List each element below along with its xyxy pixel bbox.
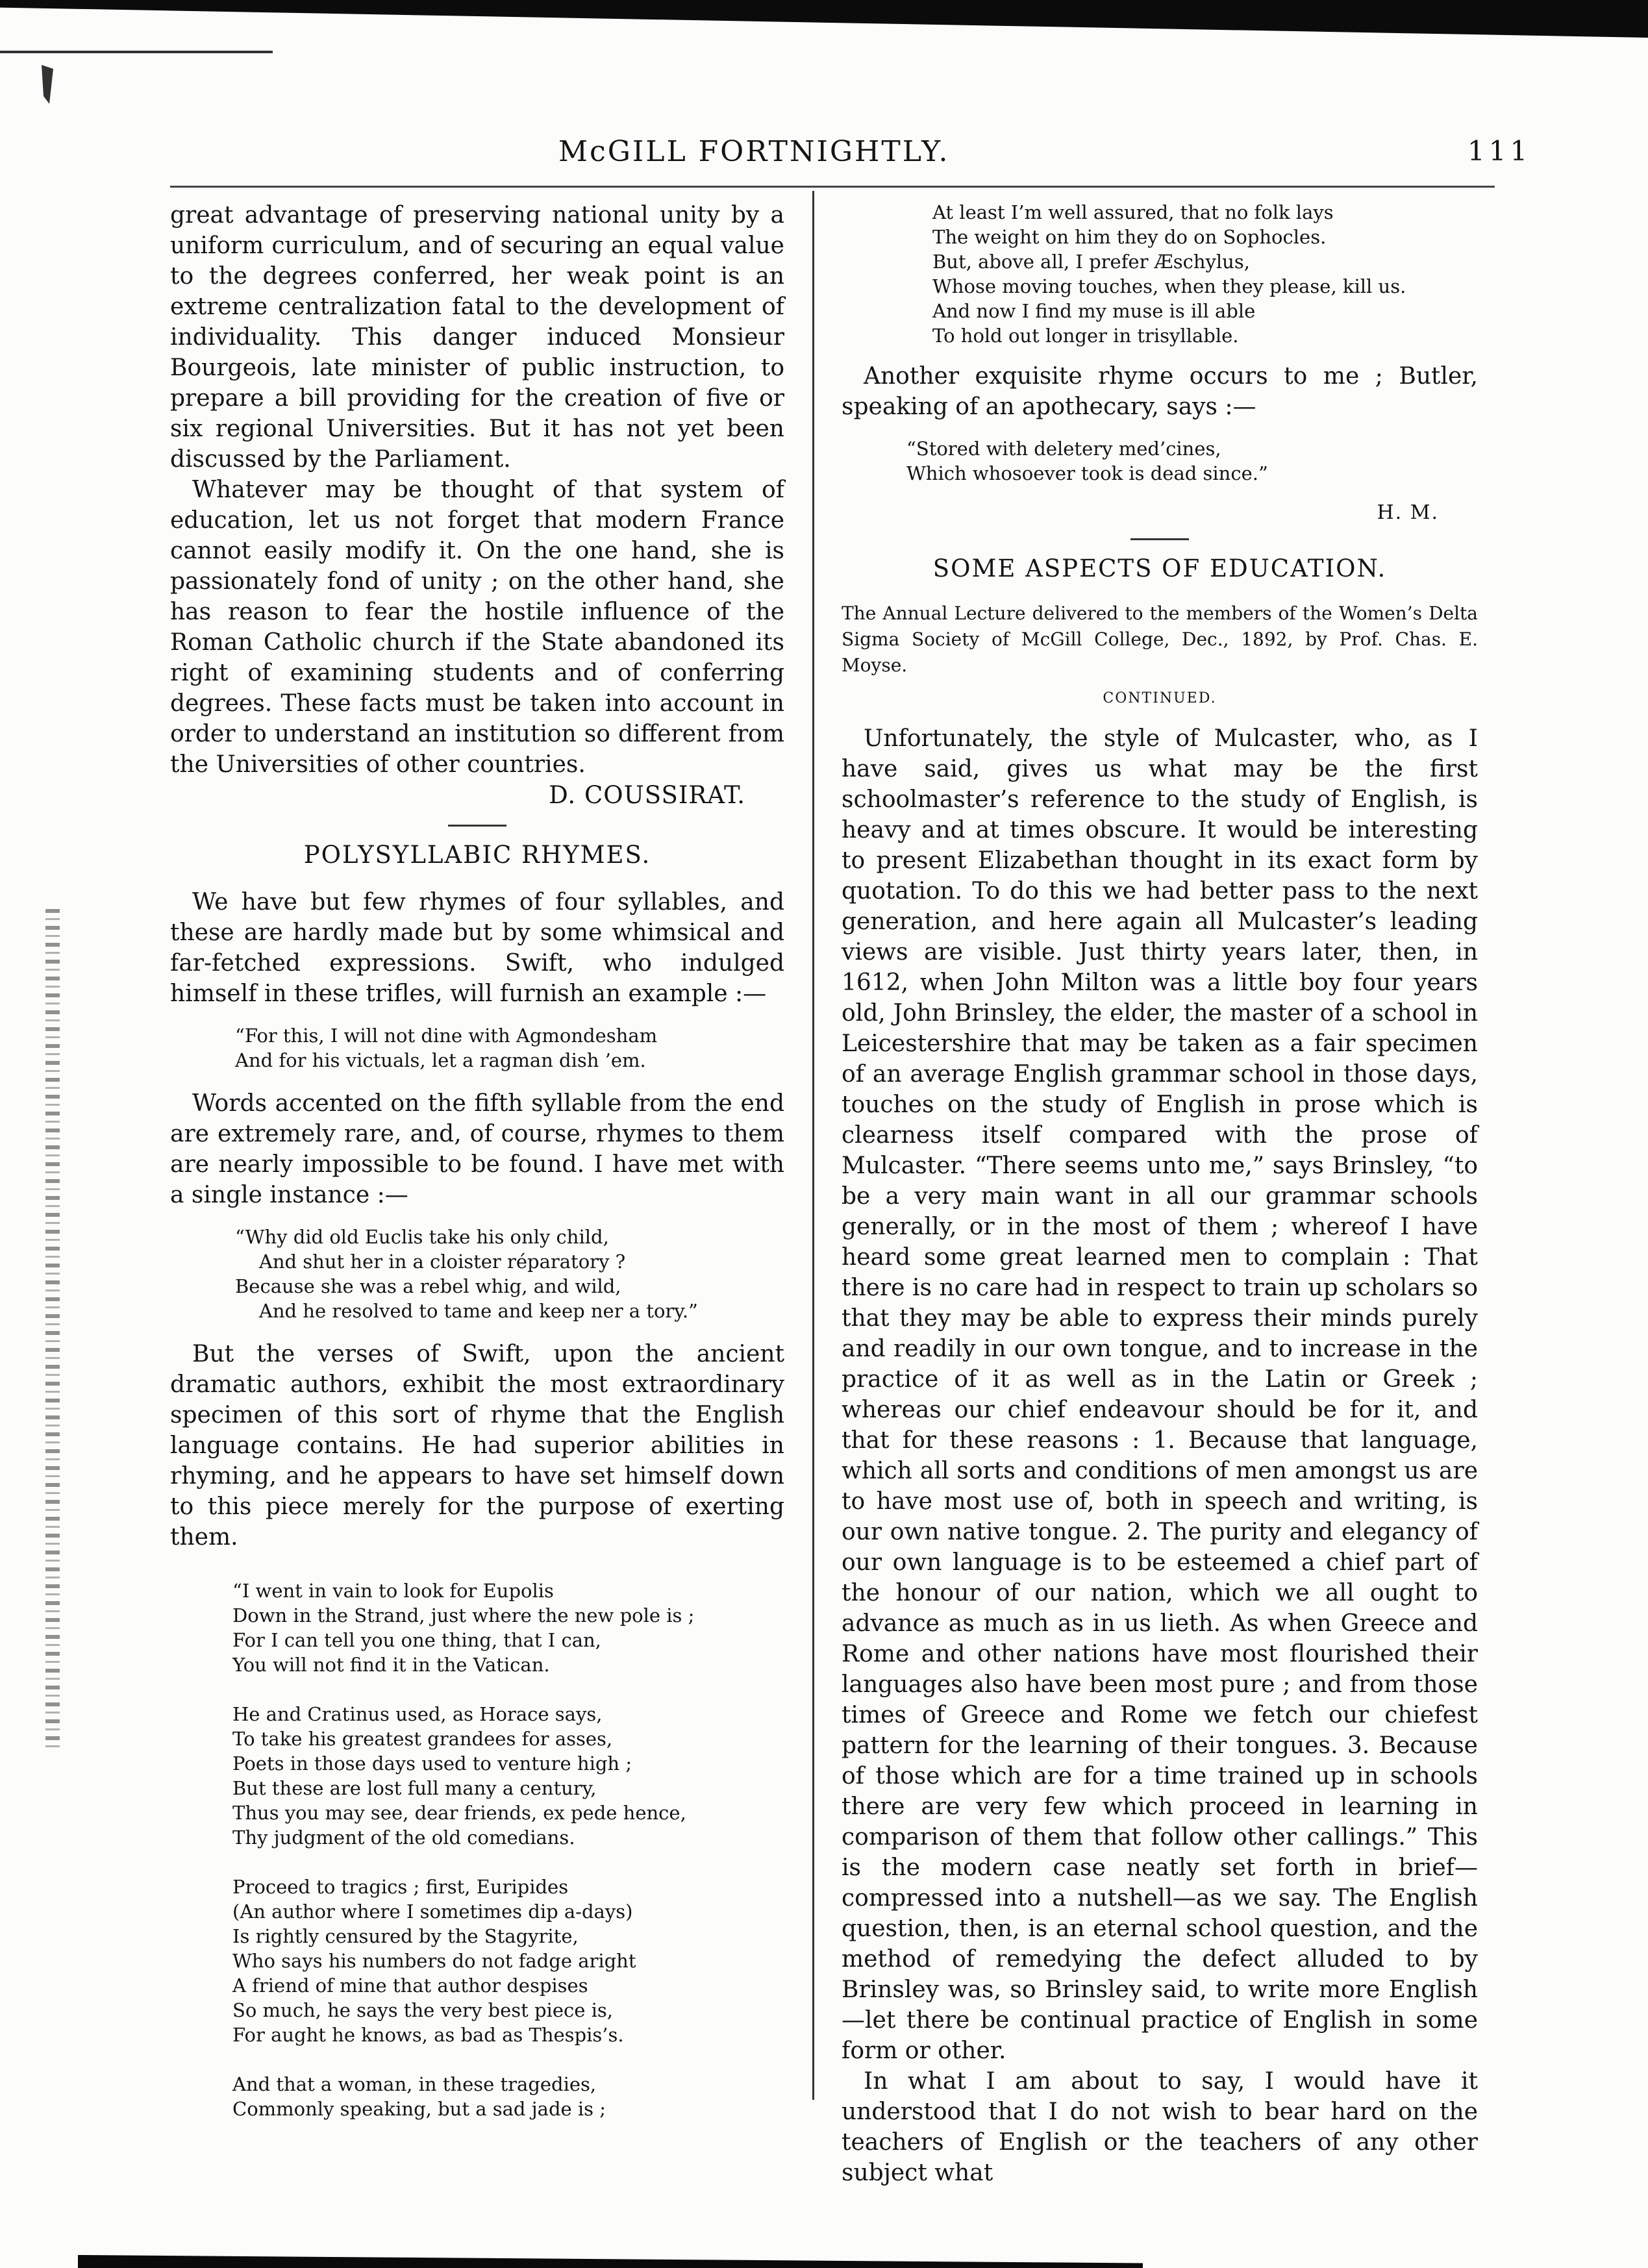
column-rule (812, 191, 814, 2100)
scan-edge-top (0, 0, 1648, 38)
section-title: SOME ASPECTS OF EDUCATION. (932, 555, 1387, 582)
scan-edge-left (45, 909, 60, 1753)
stanza (232, 2072, 784, 2121)
paragraph: We have but few rhymes of four syllables, and these are hardly made but by some whimsical and far-fetched expressions. Swift, who indulged himself in these trifles, will furnish an example :— (170, 889, 784, 1007)
verse-line: (An author where I sometimes dip a-days) (232, 1900, 633, 1923)
stanza (232, 1702, 784, 1850)
header-rule (170, 186, 1495, 188)
verse-line: And now I find my muse is ill able (932, 300, 1256, 322)
verse-line: Because she was a rebel whig, and wild, (235, 1275, 621, 1297)
paragraph: Another exquisite rhyme occurs to me ; Butler, speaking of an apothecary, says :— (842, 363, 1478, 420)
verse-line: But these are lost full many a century, (232, 1777, 597, 1799)
verse-line: To hold out longer in trisyllable. (932, 325, 1239, 347)
verse-line: And shut her in a cloister réparatory ? (235, 1251, 626, 1273)
verse-line: Which whosoever took is dead since.” (906, 462, 1268, 484)
verse-line: Down in the Strand, just where the new pole is ; (232, 1604, 695, 1626)
verse-line: At least I’m well assured, that no folk lays (932, 201, 1334, 223)
paragraph: Whatever may be thought of that system of education, let us not forget that modern France cannot easily modify it. On the one hand, she is passionately fond of unity ; on the other hand, she has reason to fear the hostile influence of the Roman Catholic church if the State abandoned its right of examining students and of conferring degrees. These facts must be taken into account in order to understand an institution so different from the Universities of other countries. (170, 477, 784, 778)
verse-line: A friend of mine that author despises (232, 1975, 588, 1997)
verse-line: Commonly speaking, but a sad jade is ; (232, 2098, 606, 2120)
author-initials: H. M. (1377, 501, 1439, 524)
verse-line: And he resolved to tame and keep ner a tory.” (235, 1300, 698, 1322)
paragraph: great advantage of preserving national unity by a uniform curriculum, and of securing an equal value to the degrees conferred, her weak point is an extreme centralization fatal to the development of individuality. This danger induced Monsieur Bourgeois, late minister of public instruction, to prepare a bill providing for the creation of five or six regional Universities. But it has not yet been discussed by the Parliament. (170, 202, 784, 473)
verse-line: Thy judgment of the old comedians. (232, 1826, 575, 1849)
verse-line: For I can tell you one thing, that I can, (232, 1629, 601, 1651)
paragraph: Unfortunately, the style of Mulcaster, who, as I have said, gives us what may be the first schoolmaster’s reference to the study of English, is heavy and at times obscure. It would be interesting to present Elizabethan thought in its exact form by quotation. To do this we had better pass to the next generation, and here again all Mulcaster’s leading views are visible. Just thirty years later, then, in 1612, when John Milton was a little boy four years old, John Brinsley, the elder, the master of a school in Leicestershire that may be taken as a fair specimen of an average English grammar school in those days, touches on the study of English in prose which is clearness itself compared with the prose of Mulcaster. “There seems unto me,” says Brinsley, “to be a very main want in all our grammar schools generally, or in the most of them ; whereof I have heard some great learned men to complain : That there is no care had in respect to train up scholars so that they may be able to express their minds purely and readily in our own tongue, and to increase in the practice of it as well as in the Latin or Greek ; whereas our chief endeavour should be for it, and that for these reasons : 1. Because that language, which all sorts and conditions of men amongst us are to have most use of, both in speech and writing, is our own native tongue. 2. The purity and elegancy of our own language is to be esteemed a chief part of the honour of our nation, which we all ought to advance as much as in us lieth. As when Greece and Rome and other nations have most flourished their languages also have been most pure ; and from those times of Greece and Rome we fetch our chiefest pattern for the learning of their tongues. 3. Because of those which are for a time trained up in schools there are very few which proceed in learning in comparison of them that follow other callings.” This is the modern case neatly set forth in brief—compressed into a nutshell—as we say. The English question, then, is an eternal school question, and the method of remedying the defect alluded to by Brinsley was, so Brinsley said, to write more English—let there be continual practice of English in some form or other. (842, 725, 1478, 2064)
author-signature: D. COUSSIRAT. (549, 781, 745, 809)
verse-line: Who says his numbers do not fadge aright (232, 1950, 636, 1972)
verse-line: “Why did old Euclis take his only child, (235, 1226, 609, 1248)
right-column (842, 200, 1478, 2188)
page-number: 111 (1467, 135, 1532, 167)
verse-line: Is rightly censured by the Stagyrite, (232, 1925, 579, 1947)
paragraph: In what I am about to say, I would have it understood that I do not wish to bear hard on the teachers of English or the teachers of any other subject what (842, 2068, 1478, 2186)
swift-verses (232, 1578, 784, 2121)
continued-label: CONTINUED. (1103, 690, 1217, 706)
verse-quote (906, 436, 1478, 486)
verse-line: Proceed to tragics ; first, Euripides (232, 1876, 569, 1898)
verse-line: Thus you may see, dear friends, ex pede hence, (232, 1802, 686, 1824)
paragraph: Words accented on the fifth syllable from the end are extremely rare, and, of course, rhymes to them are nearly impossible to be found. I have met with a single instance :— (170, 1090, 784, 1208)
verse-line: For aught he knows, as bad as Thespis’s. (232, 2024, 624, 2046)
verse-line: Poets in those days used to venture high ; (232, 1752, 632, 1775)
verse-line: “I went in vain to look for Eupolis (232, 1580, 554, 1602)
scan-mark (38, 65, 57, 104)
left-column (170, 200, 784, 2146)
verse-quote (235, 1023, 784, 1073)
verse-line: You will not find it in the Vatican. (232, 1654, 550, 1676)
verse-quote (235, 1225, 784, 1323)
verse-line: “Stored with deletery med’cines, (906, 438, 1221, 460)
verse-line: He and Cratinus used, as Horace says, (232, 1703, 603, 1725)
section-divider (448, 825, 506, 827)
verse-line: The weight on him they do on Sophocles. (932, 226, 1327, 248)
verse-quote (932, 200, 1478, 348)
section-title: POLYSYLLABIC RHYMES. (303, 841, 651, 869)
section-divider (1130, 538, 1189, 540)
verse-line: But, above all, I prefer Æschylus, (932, 251, 1250, 273)
verse-line: Whose moving touches, when they please, kill us. (932, 275, 1406, 297)
verse-line: “For this, I will not dine with Agmondesham (235, 1025, 658, 1047)
verse-line: To take his greatest grandees for asses, (232, 1728, 613, 1750)
verse-line: And that a woman, in these tragedies, (232, 2073, 597, 2095)
running-header: McGILL FORTNIGHTLY. (558, 135, 950, 168)
stanza (232, 1578, 784, 1677)
stanza (232, 1875, 784, 2047)
scan-edge-line (0, 51, 273, 53)
lecture-subtitle: The Annual Lecture delivered to the members of the Women’s Delta Sigma Society of McGill College, Dec., 1892, by Prof. Chas. E. Moyse. (842, 603, 1478, 676)
paragraph: But the verses of Swift, upon the ancient dramatic authors, exhibit the most extraordinary specimen of this sort of rhyme that the English language contains. He had superior abilities in rhyming, and he appears to have set himself down to this piece merely for the purpose of exerting them. (170, 1341, 784, 1551)
verse-line: And for his victuals, let a ragman dish ’em. (235, 1049, 646, 1071)
verse-line: So much, he says the very best piece is, (232, 1999, 613, 2021)
scan-edge-bottom (78, 2252, 1143, 2268)
